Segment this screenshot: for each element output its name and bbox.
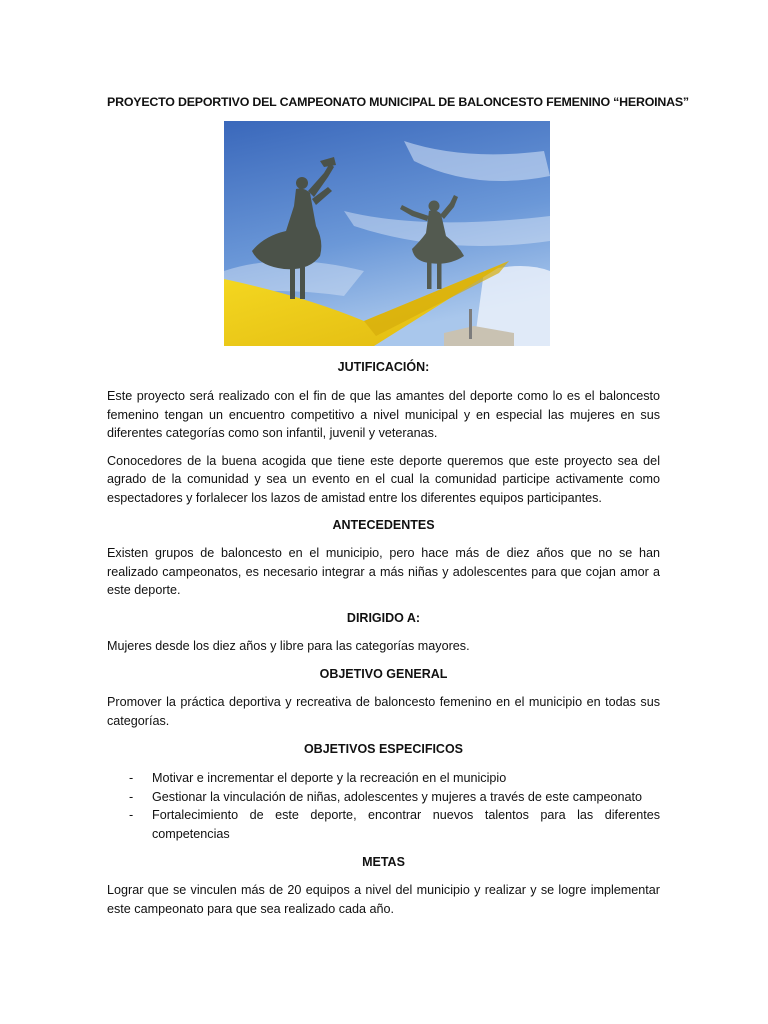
heading-objetivos-especificos: OBJETIVOS ESPECIFICOS [303, 742, 464, 756]
list-item [107, 769, 660, 788]
list-item-text: Motivar e incrementar el deporte y la recreación en el municipio [152, 771, 507, 785]
paragraph-antecedentes: Existen grupos de baloncesto en el municipio, pero hace más de diez años que no se han realizado campeonatos, es necesario integrar a más niñas y adolescentes para que cojan amor a este deporte. [107, 546, 660, 597]
list-item-text: Fortalecimiento de este deporte, encontrar nuevos talentos para las diferentes competencias [152, 808, 660, 841]
list-item-text: Gestionar la vinculación de niñas, adolescentes y mujeres a través de este campeonato [152, 789, 643, 804]
document-page [107, 93, 689, 918]
paragraph-metas: Lograr que se vinculen más de 20 equipos a nivel del municipio y realizar y se logre implementar este campeonato para que sea realizado cada año. [107, 883, 660, 916]
document-title: PROYECTO DEPORTIVO DEL CAMPEONATO MUNICIPAL DE BALONCESTO FEMENINO “HEROINAS” [107, 95, 689, 109]
heading-dirigido: DIRIGIDO A: [346, 610, 421, 625]
list-item [107, 788, 660, 807]
pole [469, 309, 472, 339]
bullet-dash: - [129, 771, 134, 785]
list-item [107, 806, 660, 843]
paragraph-objetivo-general: Promover la práctica deportiva y recreativa de baloncesto femenino en el municipio en todas sus categorías. [107, 695, 660, 728]
bullet-dash: - [129, 808, 134, 822]
paragraph-justificacion-1: Este proyecto será realizado con el fin de que las amantes del deporte como lo es el baloncesto femenino tengan un encuentro competitivo a nivel municipal y en especial las mujeres en sus diferentes categorías como son infantil, juvenil y veteranas. [107, 389, 660, 440]
heading-justificacion: JUTIFICACIÓN: [337, 360, 430, 374]
objetivos-especificos-list [107, 769, 660, 843]
heroinas-statue-photo [224, 121, 550, 346]
bullet-dash: - [129, 789, 134, 804]
heading-metas: METAS [362, 855, 405, 869]
heading-antecedentes: ANTECEDENTES [332, 518, 435, 532]
paragraph-justificacion-2: Conocedores de la buena acogida que tiene este deporte queremos que este proyecto sea del agrado de la comunidad y sea un evento en el cual la comunidad participe activamente como espectadores y forlalecer los lazos de amistad entre los diferentes equipos participantes. [107, 453, 660, 505]
paragraph-dirigido: Mujeres desde los diez años y libre para las categorías mayores. [107, 638, 470, 653]
heading-objetivo-general: OBJETIVO GENERAL [319, 667, 448, 681]
